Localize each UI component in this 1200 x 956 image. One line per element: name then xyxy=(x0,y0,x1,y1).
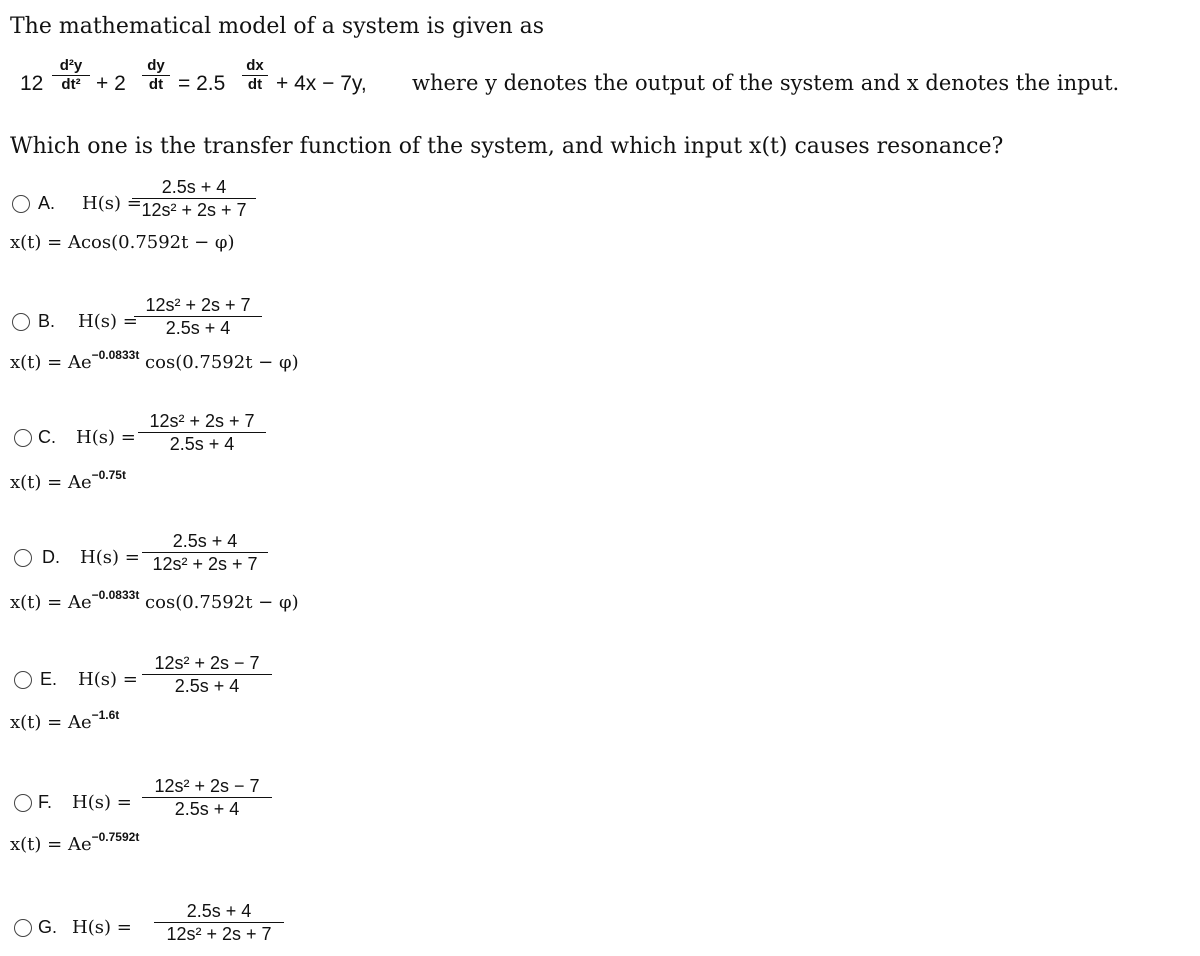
radio-button[interactable] xyxy=(12,313,30,331)
input-signal-lhs: x(t) = xyxy=(10,232,68,253)
transfer-function-label: H(s) = xyxy=(82,193,142,214)
exponent: −1.6t xyxy=(91,708,120,722)
intro-text: The mathematical model of a system is given as xyxy=(10,14,545,39)
radio-button[interactable] xyxy=(14,919,32,937)
input-signal xyxy=(10,350,299,373)
exponent: −0.75t xyxy=(91,468,126,482)
denominator: 12s² + 2s + 7 xyxy=(141,200,247,220)
input-signal xyxy=(10,590,299,613)
option-e[interactable] xyxy=(0,652,600,740)
option-letter: D. xyxy=(42,547,60,567)
eq-fraction-dx xyxy=(242,58,268,93)
input-signal xyxy=(10,470,126,493)
numerator: 12s² + 2s − 7 xyxy=(154,776,260,796)
radio-button[interactable] xyxy=(14,794,32,812)
option-g[interactable] xyxy=(0,900,600,956)
transfer-function-fraction xyxy=(134,294,262,339)
eq-frac-den: dt xyxy=(148,76,164,93)
transfer-function-label: H(s) = xyxy=(72,917,132,938)
eq-fraction-d2y xyxy=(52,58,90,93)
option-letter: G. xyxy=(38,917,58,937)
numerator: 2.5s + 4 xyxy=(186,901,252,921)
numerator: 2.5s + 4 xyxy=(161,177,227,197)
eq-frac-den: dt xyxy=(247,76,263,93)
transfer-function-fraction xyxy=(138,410,266,455)
denominator: 2.5s + 4 xyxy=(174,799,240,819)
input-signal-lhs: x(t) = Ae xyxy=(10,352,92,373)
numerator: 12s² + 2s − 7 xyxy=(154,653,260,673)
transfer-function-label: H(s) = xyxy=(80,547,140,568)
exponent: −0.0833t xyxy=(91,348,140,362)
numerator: 12s² + 2s + 7 xyxy=(145,295,251,315)
input-signal-lhs: x(t) = Ae xyxy=(10,834,92,855)
transfer-function-fraction xyxy=(142,530,268,575)
option-letter: E. xyxy=(40,669,58,689)
option-letter: A. xyxy=(38,193,56,213)
eq-term: + 2 xyxy=(96,72,126,95)
radio-button[interactable] xyxy=(14,429,32,447)
eq-fraction-dy xyxy=(142,58,170,93)
eq-term: = 2.5 xyxy=(178,72,226,95)
input-signal xyxy=(10,232,235,253)
denominator: 12s² + 2s + 7 xyxy=(152,554,258,574)
input-signal-lhs: x(t) = Ae xyxy=(10,592,92,613)
question-text: Which one is the transfer function of the system, and which input x(t) causes resonance? xyxy=(10,134,1004,159)
input-signal-cos: cos(0.7592t − φ) xyxy=(139,352,299,373)
input-signal xyxy=(10,710,119,733)
exponent: −0.7592t xyxy=(91,830,140,844)
eq-frac-num: d²y xyxy=(59,57,83,74)
input-signal-expression: Acos(0.7592t − φ) xyxy=(67,232,235,253)
eq-frac-den: dt² xyxy=(61,76,81,93)
eq-frac-num: dx xyxy=(246,57,264,74)
option-f[interactable] xyxy=(0,775,600,862)
transfer-function-label: H(s) = xyxy=(72,792,132,813)
option-letter: C. xyxy=(38,427,56,447)
transfer-function-label: H(s) = xyxy=(78,311,138,332)
transfer-function-label: H(s) = xyxy=(78,669,138,690)
numerator: 12s² + 2s + 7 xyxy=(149,411,255,431)
input-signal-lhs: x(t) = Ae xyxy=(10,472,92,493)
eq-coefficient: 12 xyxy=(20,72,44,95)
transfer-function-fraction xyxy=(154,900,284,945)
denominator: 2.5s + 4 xyxy=(169,434,235,454)
transfer-function-fraction xyxy=(142,652,272,697)
radio-button[interactable] xyxy=(14,549,32,567)
option-d[interactable] xyxy=(0,530,600,620)
option-c[interactable] xyxy=(0,410,600,500)
differential-equation xyxy=(20,58,1190,118)
eq-where-text: where y denotes the output of the system and x denotes the input. xyxy=(412,71,1120,95)
option-a[interactable] xyxy=(0,176,600,262)
radio-button[interactable] xyxy=(12,195,30,213)
input-signal-lhs: x(t) = Ae xyxy=(10,712,92,733)
input-signal xyxy=(10,832,139,855)
denominator: 12s² + 2s + 7 xyxy=(166,924,272,944)
input-signal-cos: cos(0.7592t − φ) xyxy=(139,592,299,613)
option-b[interactable] xyxy=(0,294,600,380)
denominator: 2.5s + 4 xyxy=(174,676,240,696)
transfer-function-fraction xyxy=(142,775,272,820)
eq-term: + 4x − 7y, xyxy=(276,72,367,95)
option-letter: F. xyxy=(38,792,53,812)
transfer-function-fraction xyxy=(132,176,256,221)
exponent: −0.0833t xyxy=(91,588,140,602)
transfer-function-label: H(s) = xyxy=(76,427,136,448)
eq-frac-num: dy xyxy=(147,57,165,74)
option-letter: B. xyxy=(38,311,56,331)
numerator: 2.5s + 4 xyxy=(172,531,238,551)
denominator: 2.5s + 4 xyxy=(165,318,231,338)
radio-button[interactable] xyxy=(14,671,32,689)
